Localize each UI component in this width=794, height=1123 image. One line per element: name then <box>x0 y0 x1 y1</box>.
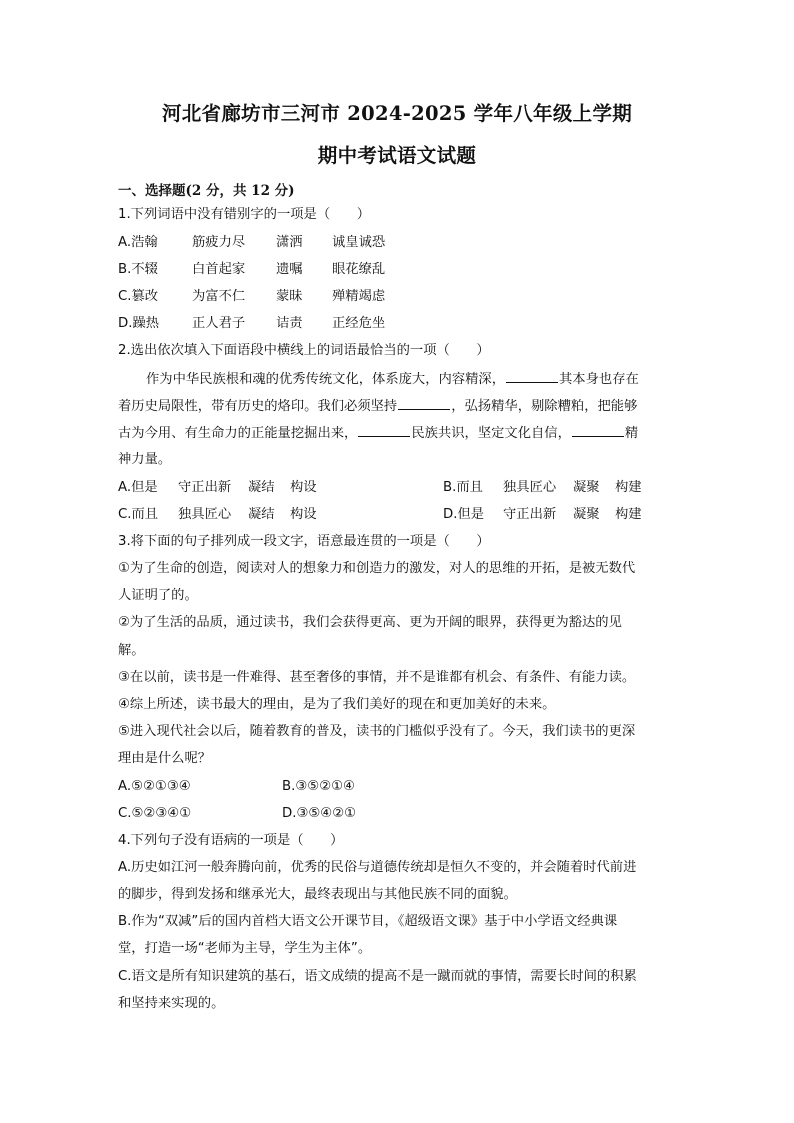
q2-passage-line2 <box>118 397 637 416</box>
q3-sentence-1b: 人证明了的。 <box>118 588 198 603</box>
q2-passage-text-3b: 民族共识，坚定文化自信， <box>411 426 571 441</box>
q3-sentence-1a: ①为了生命的创造，阅读对人的想象力和创造力的激发，对人的思维的开拓，是被无数代 <box>118 561 636 576</box>
q1-option-d-label: D.躁热 <box>118 316 160 331</box>
q2-option-a-word2: 凝结 <box>248 480 275 495</box>
q4-option-a-line2: 的脚步，得到发扬和继承光大，最终表现出与其他民族不同的面貌。 <box>118 887 517 902</box>
q2-option-a-word3: 构设 <box>290 480 317 495</box>
q2-passage-text-1a: 作为中华民族根和魂的优秀传统文化，体系庞大，内容精深， <box>146 372 506 387</box>
q3-sentence-2a: ②为了生活的品质，通过读书，我们会获得更高、更为开阔的眼界，获得更为豁达的见 <box>118 615 622 630</box>
q4-stem: 4.下列句子没有语病的一项是（ ） <box>118 833 344 848</box>
document-title-line1: 河北省廊坊市三河市 2024-2025 学年八年级上学期 <box>161 102 633 125</box>
q2-option-d-word1: 守正出新 <box>503 507 557 522</box>
q3-sentence-3: ③在以前，读书是一件难得、甚至奢侈的事情，并不是谁都有机会、有条件、有能力读。 <box>118 670 636 685</box>
q2-option-b-word3: 构建 <box>615 480 642 495</box>
q4-option-b-line2: 堂，打造一场“老师为主导，学生为主体”。 <box>118 941 372 956</box>
q1-option-a-word3: 诚皇诚恐 <box>332 235 386 250</box>
q2-option-b-word2: 凝聚 <box>573 480 600 495</box>
q1-option-d-word3: 正经危坐 <box>332 316 386 331</box>
q1-option-b-word2: 遗嘱 <box>276 262 303 277</box>
q2-blank-3 <box>358 424 410 437</box>
q3-stem: 3.将下面的句子排列成一段文字，语意最连贯的一项是（ ） <box>118 534 490 549</box>
q1-option-d-word2: 诘责 <box>276 316 303 331</box>
q4-option-b-line1: B.作为“双减”后的国内首档大语文公开课节目，《超级语文课》基于中小学语文经典课 <box>118 914 618 929</box>
q3-sentence-5a: ⑤进入现代社会以后，随着教育的普及，读书的门槛似乎没有了。今天，我们读书的更深 <box>118 724 636 739</box>
q3-option-d: D.③⑤④②① <box>282 806 357 821</box>
q2-option-d-word3: 构建 <box>615 507 642 522</box>
q1-option-a-word1: 筋疲力尽 <box>192 235 246 250</box>
q2-stem: 2.选出依次填入下面语段中横线上的词语最恰当的一项（ ） <box>118 343 490 358</box>
q2-passage-text-3a: 古为今用、有生命力的正能量挖掘出来， <box>118 426 358 441</box>
q1-option-b-word3: 眼花缭乱 <box>332 262 386 277</box>
document-title-line2: 期中考试语文试题 <box>317 144 477 167</box>
q1-option-a-label: A.浩翰 <box>118 235 158 250</box>
q2-passage-text-1b: 其本身也存在 <box>559 372 639 387</box>
q2-passage-text-2a: 着历史局限性，带有历史的烙印。我们必须坚持 <box>118 399 398 414</box>
q2-blank-2 <box>398 397 450 410</box>
section-heading: 一、选择题(2 分，共 12 分) <box>118 183 295 199</box>
q2-option-b-word1: 独具匠心 <box>503 480 557 495</box>
q1-option-b-label: B.不辍 <box>118 262 158 277</box>
q1-stem: 1.下列词语中没有错别字的一项是（ ） <box>118 207 371 222</box>
q4-option-c-line1: C.语文是所有知识建筑的基石，语文成绩的提高不是一蹴而就的事情，需要长时间的积累 <box>118 969 637 984</box>
q3-sentence-4: ④综上所述，读书最大的理由，是为了我们美好的现在和更加美好的未来。 <box>118 697 556 712</box>
q2-blank-1 <box>506 370 558 383</box>
q2-passage-text-2b: ，弘扬精华，剔除糟粕，把能够 <box>451 399 638 414</box>
q4-option-c-line2: 和坚持来实现的。 <box>118 996 225 1011</box>
q2-option-c-word3: 构设 <box>290 507 317 522</box>
q1-option-c-word3: 殚精竭虑 <box>332 289 386 304</box>
q2-option-c-word2: 凝结 <box>248 507 275 522</box>
q2-passage-line1 <box>146 370 639 389</box>
q1-option-b-word1: 白首起家 <box>192 262 246 277</box>
q1-option-a-word2: 潇洒 <box>276 235 303 250</box>
q2-option-d-word2: 凝聚 <box>573 507 600 522</box>
q3-option-a: A.⑤②①③④ <box>118 779 191 794</box>
q2-passage-text-3c: 精 <box>624 426 639 441</box>
q3-option-b: B.③⑤②①④ <box>282 779 355 794</box>
q1-option-c-label: C.篡改 <box>118 289 159 304</box>
q2-option-c-word1: 独具匠心 <box>178 507 232 522</box>
q2-option-c-label: C.而且 <box>118 507 159 522</box>
q2-blank-4 <box>572 424 624 437</box>
q2-passage-line3 <box>118 424 638 443</box>
q2-option-b-label: B.而且 <box>443 480 483 495</box>
q1-option-d-word1: 正人君子 <box>192 316 246 331</box>
q2-option-d-label: D.但是 <box>443 507 485 522</box>
q2-option-a-label: A.但是 <box>118 480 158 495</box>
q1-option-c-word1: 为富不仁 <box>192 289 246 304</box>
q3-option-c: C.⑤②③④① <box>118 806 192 821</box>
q2-passage-line4: 神力量。 <box>118 452 172 467</box>
q4-option-a-line1: A.历史如江河一般奔腾向前，优秀的民俗与道德传统却是恒久不变的，并会随着时代前进 <box>118 860 637 875</box>
q2-option-a-word1: 守正出新 <box>178 480 232 495</box>
q3-sentence-2b: 解。 <box>118 643 145 658</box>
q1-option-c-word2: 蒙昧 <box>276 289 303 304</box>
q3-sentence-5b: 理由是什么呢？ <box>118 751 212 766</box>
